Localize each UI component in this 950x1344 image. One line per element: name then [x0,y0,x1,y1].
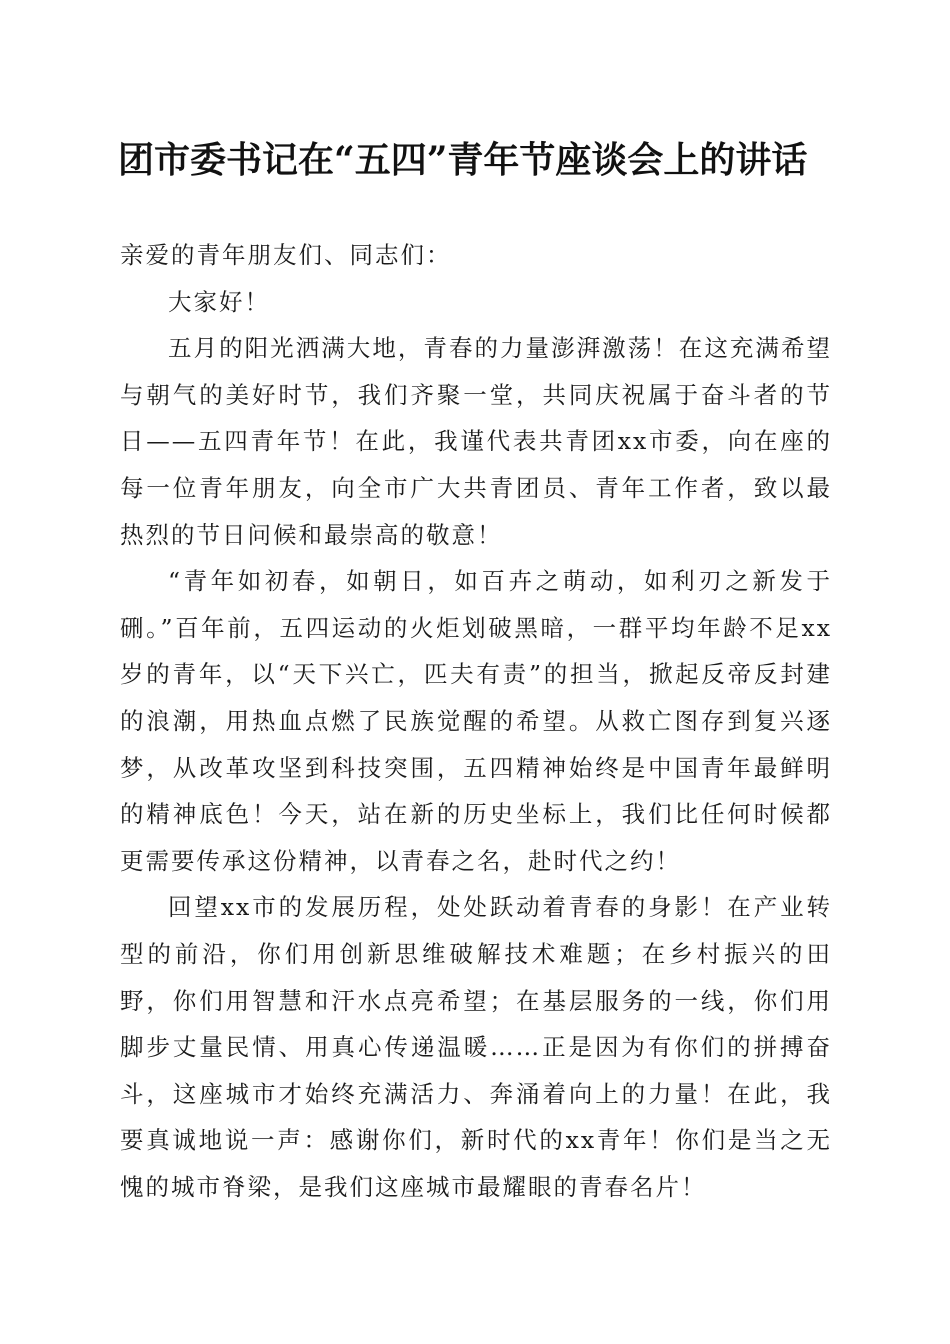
paragraph-1: 五月的阳光洒满大地，青春的力量澎湃激荡！在这充满希望与朝气的美好时节，我们齐聚一堂，共同庆祝属于奋斗者的节日——五四青年节！在此，我谨代表共青团xx市委，向在座的每一位青年朋友，向全市广大共青团员、青年工作者，致以最热烈的节日问候和最崇高的敬意！ [120,334,832,549]
paragraph-3: 回望xx市的发展历程，处处跃动着青春的身影！在产业转型的前沿，你们用创新思维破解技术难题；在乡村振兴的田野，你们用智慧和汗水点亮希望；在基层服务的一线，你们用脚步丈量民情、用真心传递温暖……正是因为有你们的拼搏奋斗，这座城市才始终充满活力、奔涌着向上的力量！在此，我要真诚地说一声：感谢你们，新时代的xx青年！你们是当之无愧的城市脊梁，是我们这座城市最耀眼的青春名片！ [120,893,832,1201]
document-title: 团市委书记在“五四”青年节座谈会上的讲话 [118,139,808,181]
paragraph-2: “青年如初春，如朝日，如百卉之萌动，如利刃之新发于硎。”百年前，五四运动的火炬划破黑暗，一群平均年龄不足xx岁的青年，以“天下兴亡，匹夫有责”的担当，掀起反帝反封建的浪潮，用热血点燃了民族觉醒的希望。从救亡图存到复兴逐梦，从改革攻坚到科技突围，五四精神始终是中国青年最鲜明的精神底色！今天，站在新的历史坐标上，我们比任何时候都更需要传承这份精神，以青春之名，赴时代之约！ [120,567,832,875]
salutation-line: 亲爱的青年朋友们、同志们： [120,241,452,269]
greeting-line: 大家好！ [168,287,270,316]
document-body [120,232,832,1210]
